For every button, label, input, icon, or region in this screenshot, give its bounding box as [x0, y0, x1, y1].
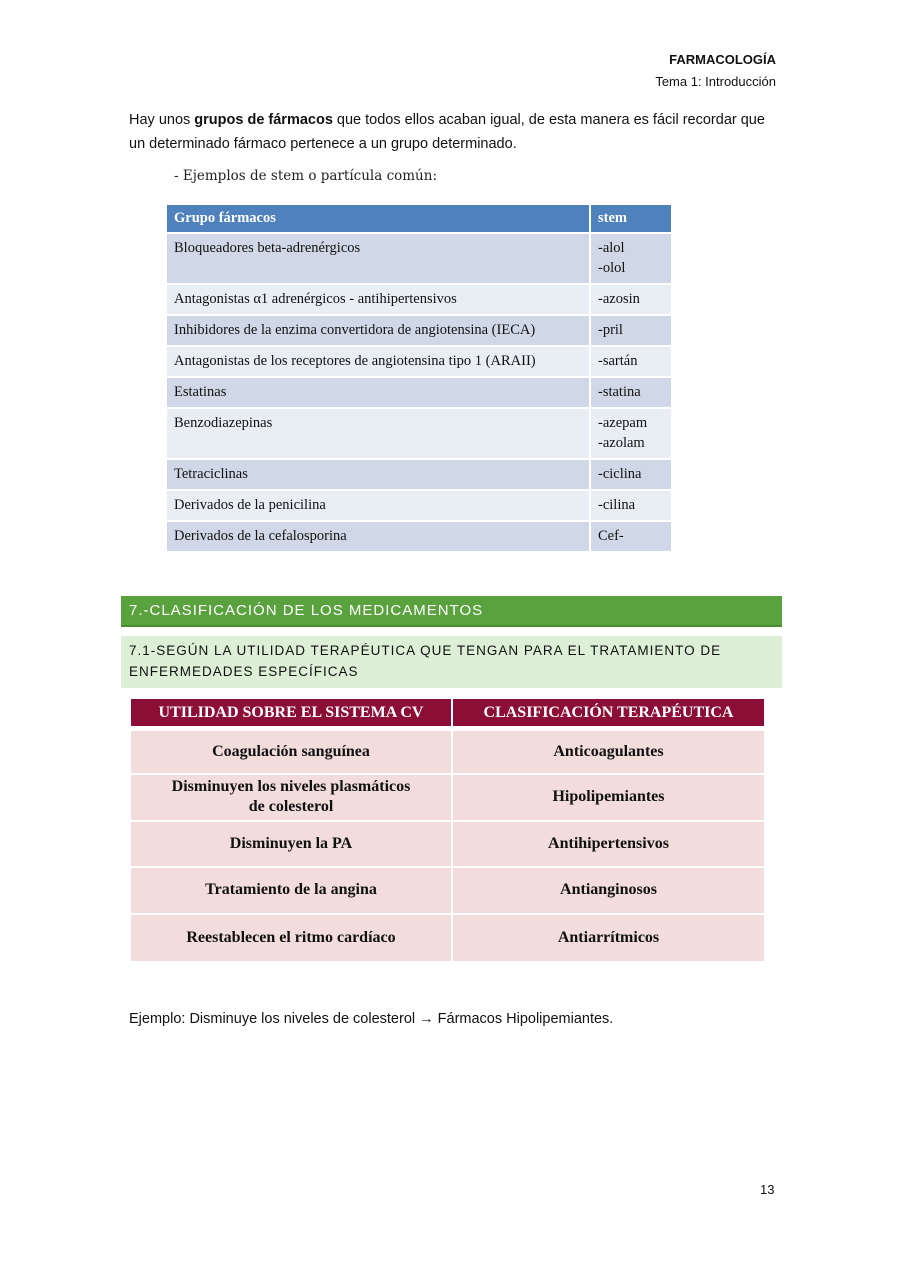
classification-cell: Antihipertensivos	[452, 821, 765, 867]
section-heading: 7.-CLASIFICACIÓN DE LOS MEDICAMENTOS	[121, 596, 782, 627]
intro-text-rest: que todos ellos acaban igual, de esta manera es fácil recordar que un determinado fármaco pertenece a un grupo determinado.	[129, 112, 765, 152]
cv-table-header: UTILIDAD SOBRE EL SISTEMA CV	[131, 699, 452, 729]
table-row	[167, 284, 672, 315]
classification-cell: Anticoagulantes	[452, 729, 765, 774]
stem-table-header: Grupo fármacos	[167, 205, 590, 233]
stem-cell: -cilina	[590, 490, 672, 521]
stem-table-header: stem	[590, 205, 672, 233]
utility-cell: Coagulación sanguínea	[131, 729, 452, 774]
utility-cell: Disminuyen los niveles plasmáticos de colesterol	[131, 774, 452, 821]
stem-cell: Cef-	[590, 521, 672, 551]
utility-cell: Disminuyen la PA	[131, 821, 452, 867]
group-cell: Tetraciclinas	[167, 459, 590, 490]
subsection-heading: 7.1-SEGÚN LA UTILIDAD TERAPÉUTICA QUE TENGAN PARA EL TRATAMIENTO DE ENFERMEDADES ESPECÍFICAS	[121, 636, 782, 688]
table-row	[167, 346, 672, 377]
table-row	[167, 408, 672, 459]
stem-cell: -ciclina	[590, 459, 672, 490]
table-row	[167, 377, 672, 408]
header-topic: Tema 1: Introducción	[655, 74, 776, 89]
cv-table-header: CLASIFICACIÓN TERAPÉUTICA	[452, 699, 765, 729]
stem-cell: -azepam -azolam	[590, 408, 672, 459]
table-row	[167, 315, 672, 346]
stem-cell: -sartán	[590, 346, 672, 377]
group-cell: Antagonistas α1 adrenérgicos - antihipertensivos	[167, 284, 590, 315]
cv-classification-table	[131, 699, 766, 961]
utility-cell: Reestablecen el ritmo cardíaco	[131, 914, 452, 961]
classification-cell: Antianginosos	[452, 867, 765, 914]
group-cell: Derivados de la penicilina	[167, 490, 590, 521]
group-cell: Inhibidores de la enzima convertidora de angiotensina (IECA)	[167, 315, 590, 346]
classification-cell: Hipolipemiantes	[452, 774, 765, 821]
stem-cell: -pril	[590, 315, 672, 346]
classification-cell: Antiarrítmicos	[452, 914, 765, 961]
stem-table	[167, 205, 673, 551]
group-cell: Antagonistas de los receptores de angiotensina tipo 1 (ARAII)	[167, 346, 590, 377]
intro-bold: grupos de fármacos	[194, 112, 333, 128]
group-cell: Estatinas	[167, 377, 590, 408]
table-row	[131, 821, 765, 867]
utility-cell: Tratamiento de la angina	[131, 867, 452, 914]
header-subject: FARMACOLOGÍA	[669, 52, 776, 67]
table-row	[167, 490, 672, 521]
table-row	[131, 867, 765, 914]
stem-cell: -azosin	[590, 284, 672, 315]
table-row	[167, 233, 672, 284]
intro-paragraph	[129, 108, 779, 156]
stem-cell: -alol -olol	[590, 233, 672, 284]
table-row	[167, 521, 672, 551]
group-cell: Benzodiazepinas	[167, 408, 590, 459]
stem-cell: -statina	[590, 377, 672, 408]
table-row	[131, 729, 765, 774]
group-cell: Bloqueadores beta-adrenérgicos	[167, 233, 590, 284]
group-cell: Derivados de la cefalosporina	[167, 521, 590, 551]
table-row	[167, 459, 672, 490]
table-row	[131, 914, 765, 961]
page-number: 13	[760, 1182, 775, 1197]
example-text: Ejemplo: Disminuye los niveles de colesterol → Fármacos Hipolipemiantes.	[129, 1011, 614, 1027]
intro-text: Hay unos	[129, 112, 195, 128]
table-row	[131, 774, 765, 821]
table-caption: - Ejemplos de stem o partícula común:	[174, 168, 437, 184]
